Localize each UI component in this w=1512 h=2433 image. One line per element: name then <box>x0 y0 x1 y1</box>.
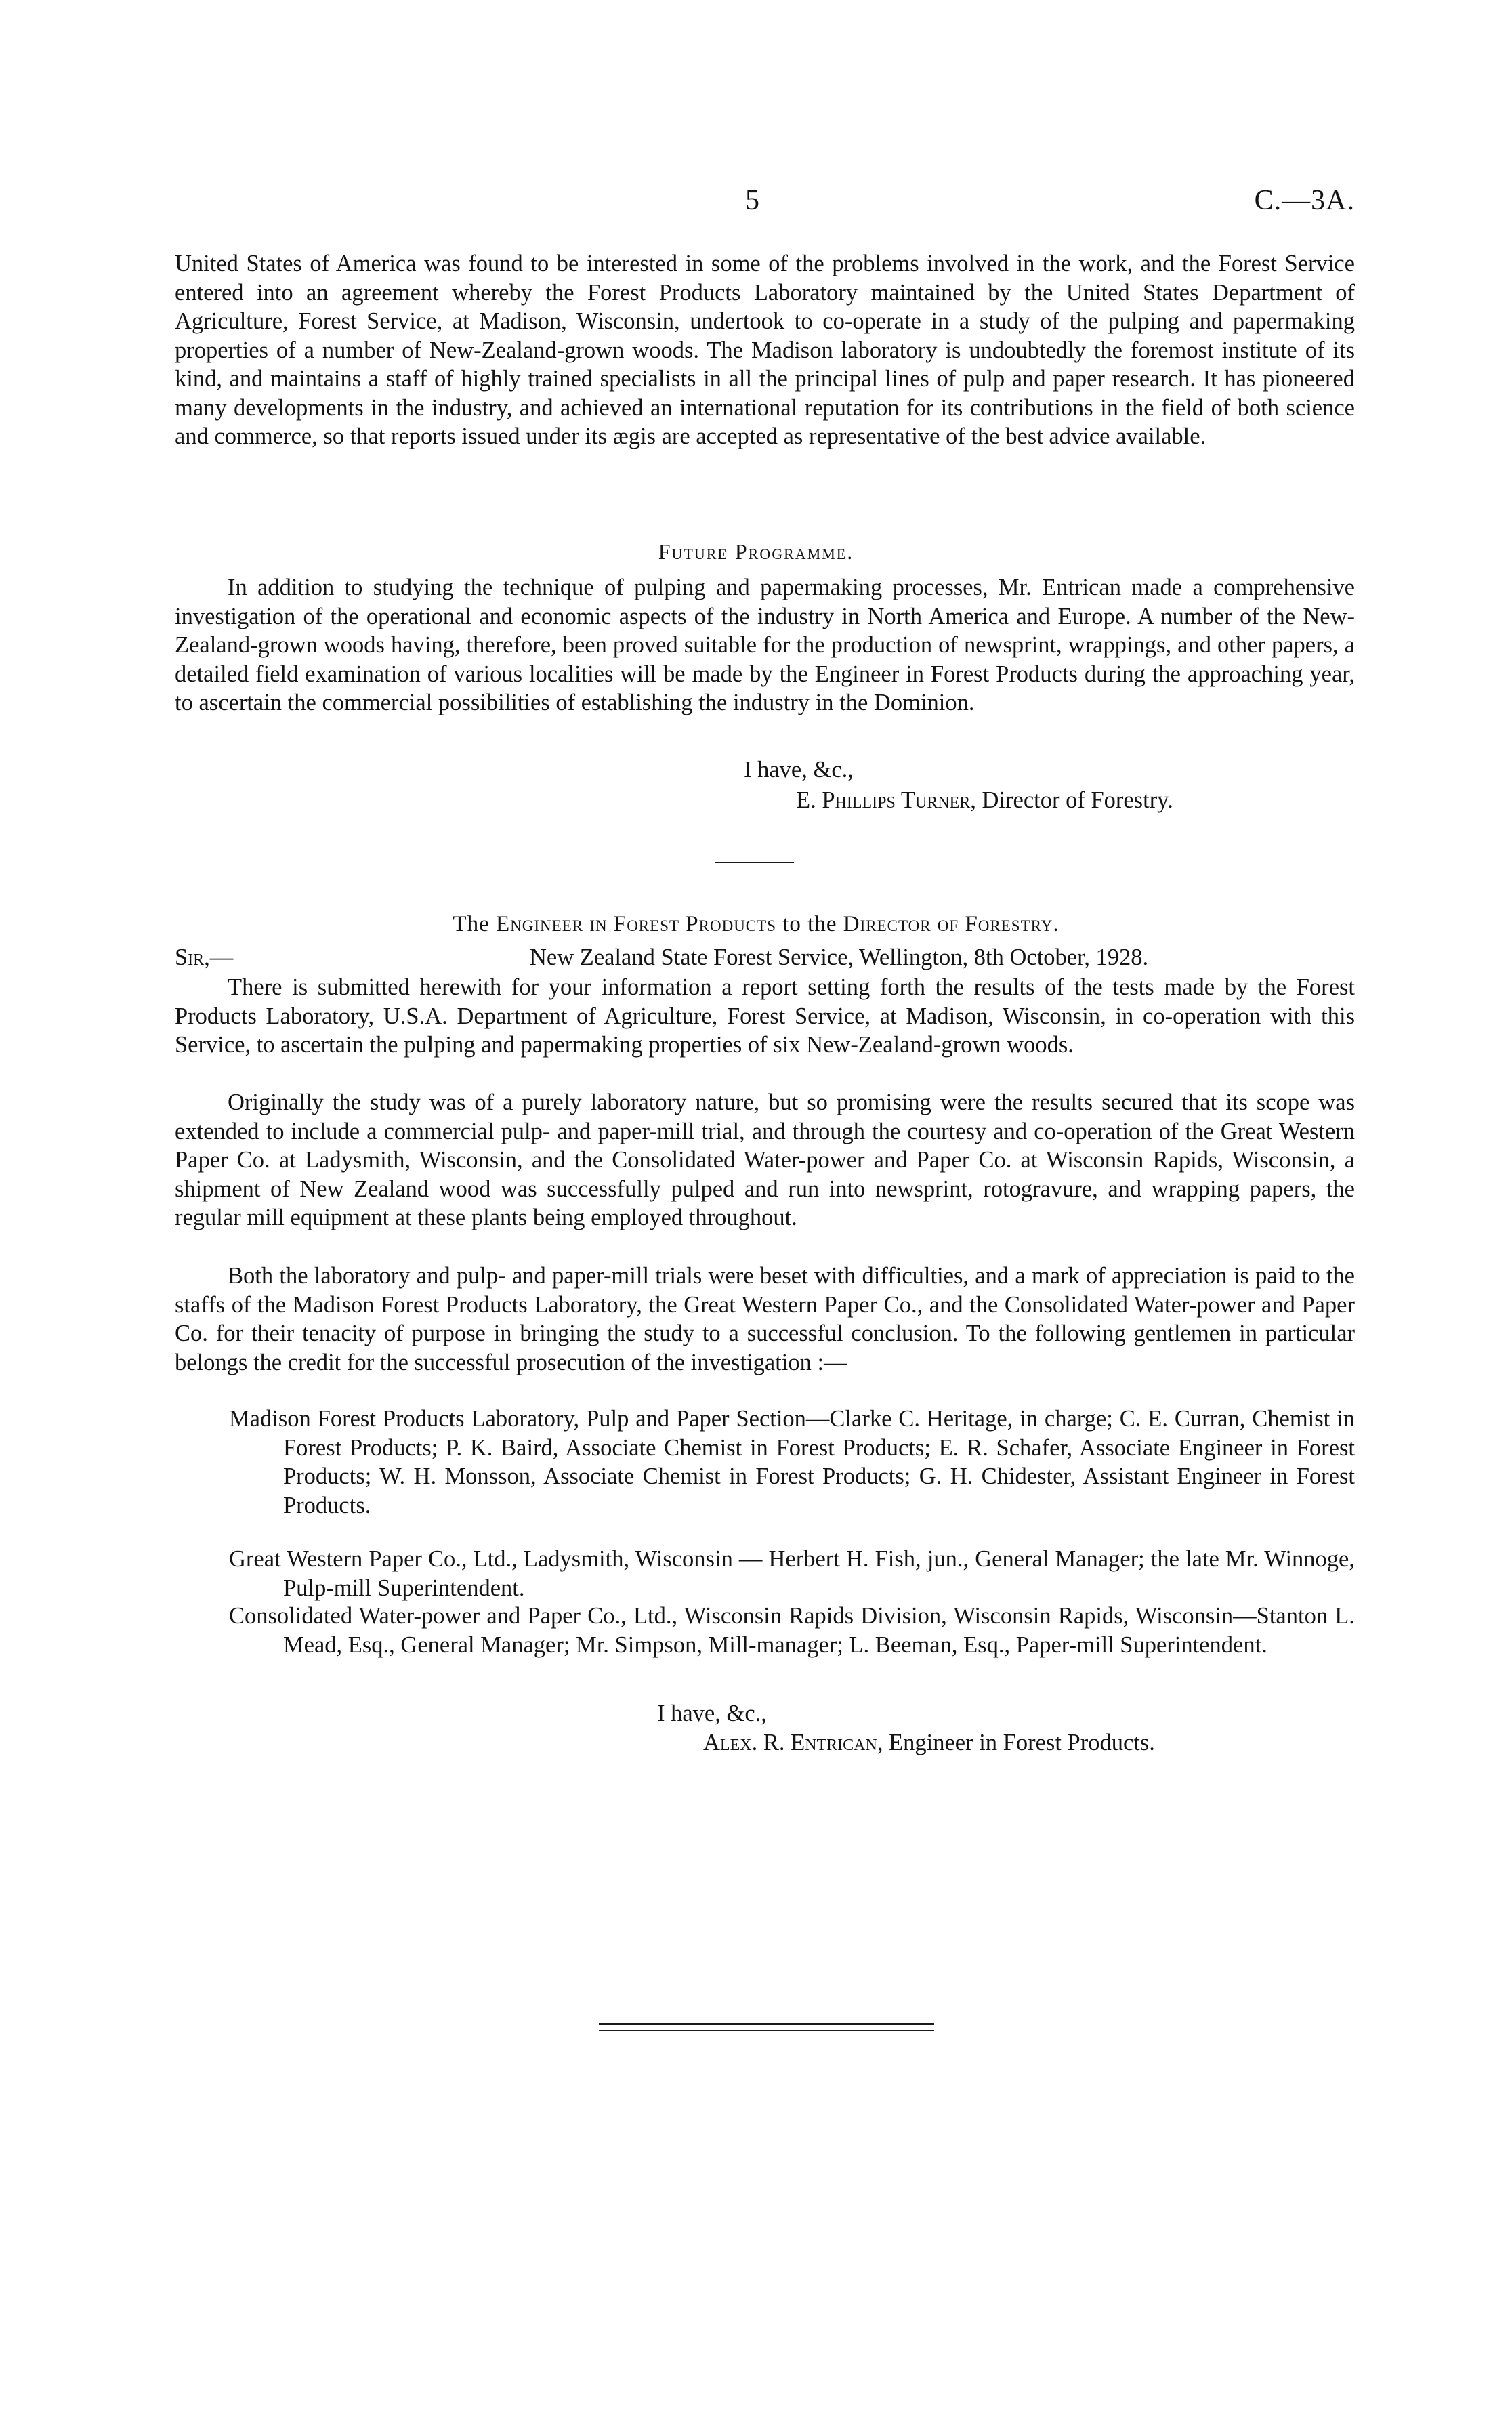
letter-heading-the: The <box>453 912 490 936</box>
director-closing: I have, &c., <box>744 757 854 783</box>
letter-heading-from: Engineer in Forest Products <box>495 912 776 936</box>
signer-name: Alex. R. Entrican <box>703 1730 877 1755</box>
letter-heading <box>0 912 1512 937</box>
document-reference: C.—3A. <box>1254 185 1355 216</box>
letter-paragraph: There is submitted herewith for your information a report setting forth the results of the tests made by the Forest Products Laboratory, U.S.A. Department of Agriculture, Forest Service, at Madison, Wisconsin, in co-operation with this Service, to ascertain the pulping and papermaking properties of six New-Zealand-grown woods. <box>175 974 1355 1058</box>
letter-closing: I have, &c., <box>657 1701 767 1726</box>
page-number: 5 <box>745 185 759 216</box>
credit-entry: Madison Forest Products Laboratory, Pulp and Paper Section—Clarke C. Heritage, in charge; C. E. Curran, Chemist in Forest Products; P. K. Baird, Associate Chemist in Forest Products; E. R. Schafer, Associate Engineer in Forest Products; W. H. Monsson, Associate Chemist in Forest Products; G. H. Chidester, Assistant Engineer in Forest Products. <box>229 1406 1355 1518</box>
letter-paragraph: Originally the study was of a purely laboratory nature, but so promising were the results secured that its scope was extended to include a commercial pulp- and paper-mill trial, and through the courtesy and co-operation of the Great Western Paper Co. at Ladysmith, Wisconsin, and the Consolidated Water-power and Paper Co. at Wisconsin Rapids, Wisconsin, a shipment of New Zealand wood was successfully pulped and run into newsprint, rotogravure, and wrapping papers, the regular mill equipment at these plants being employed throughout. <box>175 1089 1355 1230</box>
signer-title: , Engineer in Forest Products. <box>877 1730 1155 1755</box>
letter-salutation: Sir,— <box>175 944 234 970</box>
director-signature <box>796 787 1173 814</box>
future-programme-heading: Future Programme. <box>658 539 854 564</box>
director-title: , Director of Forestry. <box>970 787 1173 813</box>
credit-entry: Great Western Paper Co., Ltd., Ladysmith, Wisconsin — Herbert H. Fish, jun., General Manager; the late Mr. Winnoge, Pulp-mill Superintendent. <box>229 1546 1355 1601</box>
letter-heading-to-word: to the <box>782 912 837 936</box>
director-name: E. Phillips Turner <box>796 787 971 813</box>
future-programme-paragraph: In addition to studying the technique of pulping and papermaking processes, Mr. Entrican made a comprehensive investigation of the operational and economic aspects of the industry in North America and Europe. A number of the New-Zealand-grown woods having, therefore, been proved suitable for the production of newsprint, wrappings, and other papers, a detailed field examination of various localities will be made by the Engineer in Forest Products during the approaching year, to ascertain the commercial possibilities of establishing the industry in the Dominion. <box>175 575 1355 715</box>
credit-entry: Consolidated Water-power and Paper Co., Ltd., Wisconsin Rapids Division, Wisconsin Rapids, Wisconsin—Stanton L. Mead, Esq., General Manager; Mr. Simpson, Mill-manager; L. Beeman, Esq., Paper-mill Superintendent. <box>229 1603 1355 1658</box>
end-rule-bottom <box>599 2030 934 2031</box>
end-rule-top <box>599 2023 934 2025</box>
letter-signature <box>703 1730 1155 1756</box>
letter-paragraph: Both the laboratory and pulp- and paper-mill trials were beset with difficulties, and a mark of appreciation is paid to the staffs of the Madison Forest Products Laboratory, the Great Western Paper Co., and the Consolidated Water-power and Paper Co. for their tenacity of purpose in bringing the study to a successful conclusion. To the following gentlemen in particular belongs the credit for the successful prosecution of the investigation :— <box>175 1263 1355 1375</box>
letter-heading-to: Director of Forestry. <box>843 912 1059 936</box>
intro-paragraph: United States of America was found to be interested in some of the problems involved in the work, and the Forest Service entered into an agreement whereby the Forest Products Laboratory maintained by the United States Department of Agriculture, Forest Service, at Madison, Wisconsin, undertook to co-operate in a study of the pulping and papermaking properties of a number of New-Zealand-grown woods. The Madison laboratory is undoubtedly the foremost institute of its kind, and maintains a staff of highly trained specialists in all the principal lines of pulp and paper research. It has pioneered many developments in the industry, and achieved an international reputation for its contributions in the field of both science and commerce, so that reports issued under its ægis are accepted as representative of the best advice available. <box>175 251 1355 449</box>
letter-address-date: New Zealand State Forest Service, Wellington, 8th October, 1928. <box>530 944 1149 970</box>
section-divider <box>715 862 794 863</box>
